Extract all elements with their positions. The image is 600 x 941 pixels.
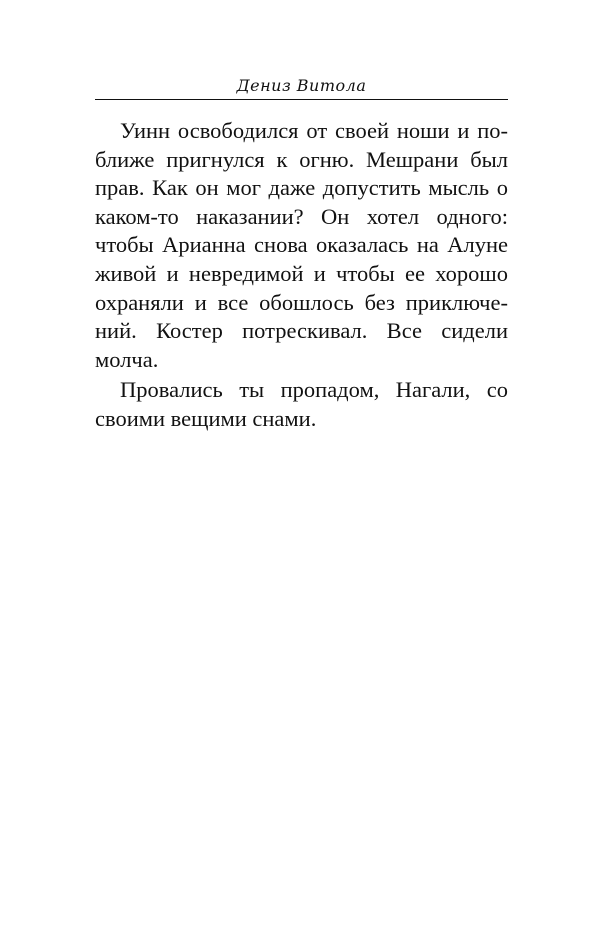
paragraph-2: Провались ты пропадом, Нагали, со своими вещими снами. [95, 377, 508, 431]
header-rule [95, 99, 508, 100]
running-header: Дениз Витола [236, 76, 367, 95]
paragraph-1: Уинн освободился от своей ноши и поближе пригнулся к огню. Мешрани был прав. Как он мог даже допустить мысль о каком-то наказании? Он хотел одного: чтобы Арианна снова оказалась на Алуне живой и невредимой и чтобы ее хорошо охраняли и все обошлось без приключений. Костер потрескивал. Все сидели молча. [95, 118, 508, 372]
body-text [95, 117, 508, 436]
